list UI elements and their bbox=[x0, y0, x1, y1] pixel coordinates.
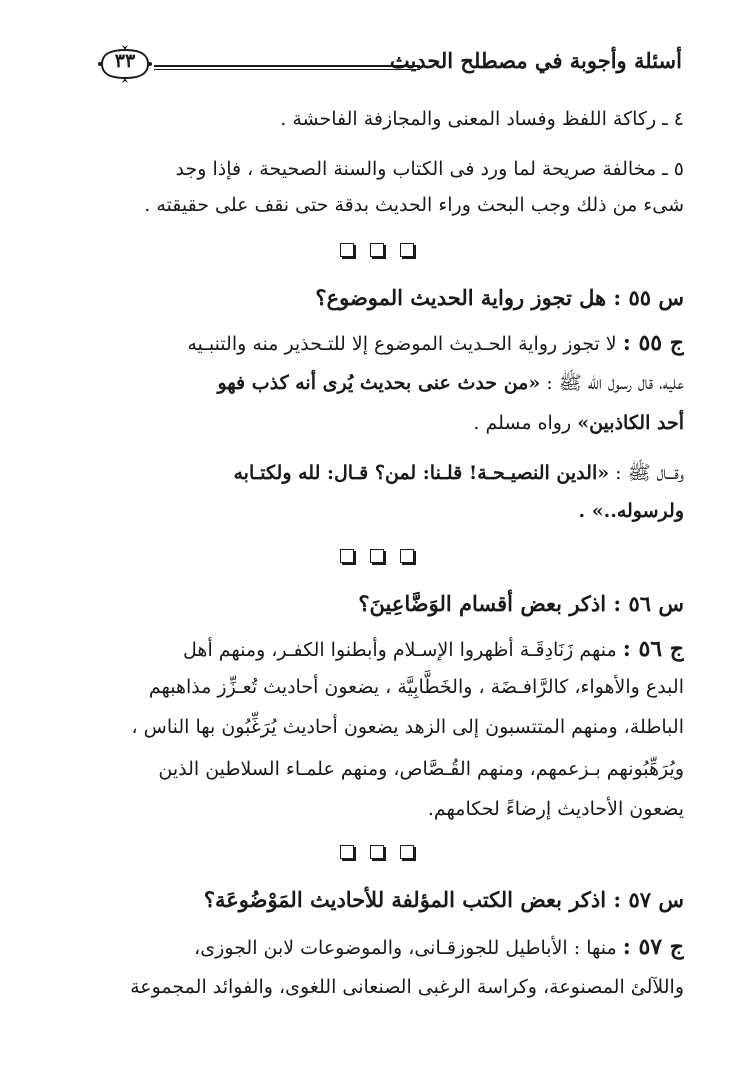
answer-56-text-1: منهم زَنَادِقَـة أظهروا الإسـلام وأبطنوا الكفـر، ومنهم أهل bbox=[183, 639, 617, 661]
answer-56-label: ج ٥٦ : bbox=[622, 636, 684, 662]
answer-55-label: ج ٥٥ : bbox=[622, 330, 684, 356]
answer-56-line-1 bbox=[68, 628, 684, 671]
answer-55-line-5 bbox=[68, 490, 684, 533]
square-ornament-icon bbox=[400, 243, 414, 257]
answer-55-text-2: عليه، قال رسول الله ﷺ : bbox=[540, 372, 684, 394]
question-56: س ٥٦ : اذكر بعض أقسام الوَضَّاعِينَ؟ bbox=[358, 591, 684, 616]
hadith-quote-1: «من حدث عنى بحديث يُرى أنه كذب فهو bbox=[217, 372, 541, 394]
section-separator bbox=[0, 548, 754, 568]
question-57: س ٥٧ : اذكر بعض الكتب المؤلفة للأحاديث المَوْضُوعَة؟ bbox=[203, 887, 684, 912]
answer-55-line-1 bbox=[68, 322, 684, 365]
answer-55-text-4: وقـــال ﷺ : bbox=[609, 462, 684, 484]
answer-55-line-2 bbox=[68, 362, 684, 405]
answer-57-label: ج ٥٧ : bbox=[622, 934, 684, 960]
hadith-quote-2-end: ولرسوله..» . bbox=[578, 500, 684, 522]
square-ornament-icon bbox=[370, 243, 384, 257]
square-ornament-icon bbox=[370, 845, 384, 859]
answer-55-line-4 bbox=[68, 452, 684, 495]
square-ornament-icon bbox=[400, 549, 414, 563]
question-55: س ٥٥ : هل تجوز رواية الحديث الموضوع؟ bbox=[315, 285, 684, 310]
list-item-4: ٤ ـ ركاكة اللفظ وفساد المعنى والمجازفة الفاحشة . bbox=[280, 108, 684, 130]
square-ornament-icon bbox=[340, 549, 354, 563]
hadith-quote-1-end: أحد الكاذبين» bbox=[577, 412, 684, 434]
answer-57-text-1: منها : الأباطيل للجوزقـانى، والموضوعات لابن الجوزى، bbox=[194, 937, 617, 959]
header-rule-thin bbox=[154, 69, 420, 70]
page-number: ٣٣ bbox=[114, 50, 136, 72]
answer-56-line-5: يضعون الأحاديث إرضاءً لحكامهم. bbox=[427, 798, 684, 820]
answer-55-source: رواه مسلم . bbox=[473, 412, 578, 434]
square-ornament-icon bbox=[400, 845, 414, 859]
section-separator bbox=[0, 844, 754, 864]
answer-55-text-1: لا تجوز رواية الحـديث الموضوع إلا للتـحذير منه والتنبـيه bbox=[187, 333, 617, 355]
answer-57-line-2: واللآلئ المصنوعة، وكراسة الرغبى الصنعانى اللغوى، والفوائد المجموعة bbox=[130, 976, 684, 998]
square-ornament-icon bbox=[370, 549, 384, 563]
square-ornament-icon bbox=[340, 243, 354, 257]
page-number-badge bbox=[96, 44, 154, 80]
answer-56-line-3: الباطلة، ومنهم المتتسبون إلى الزهد يضعون أحاديث يُرَغِّبُون بها الناس ، bbox=[131, 716, 684, 738]
answer-56-line-4: ويُرَهِّبُونهم بـزعمهم، ومنهم القُـصَّاص، ومنهم علمـاء السلاطين الذين bbox=[158, 758, 684, 780]
running-title: أسئلة وأجوبة في مصطلح الحديث bbox=[389, 48, 682, 73]
answer-57-line-1 bbox=[68, 926, 684, 969]
hadith-quote-2: «الدين النصيـحـة! قلـنا: لمن؟ قـال: لله ولكتـابه bbox=[233, 462, 610, 484]
list-item-5-line-2: شىء من ذلك وجب البحث وراء الحديث بدقة حتى نقف على حقيقته . bbox=[144, 194, 684, 216]
running-header bbox=[88, 38, 682, 84]
answer-55-line-3 bbox=[68, 402, 684, 445]
section-separator bbox=[0, 242, 754, 262]
square-ornament-icon bbox=[340, 845, 354, 859]
answer-56-line-2: البدع والأهواء، كالرَّافـضَة ، والخَطَّابِيَّة ، يضعون أحاديث تُعـزِّز مذاهبهم bbox=[148, 676, 684, 698]
header-rule bbox=[154, 65, 420, 67]
list-item-5-line-1: ٥ ـ مخالفة صريحة لما ورد فى الكتاب والسنة الصحيحة ، فإذا وجد bbox=[175, 158, 684, 180]
